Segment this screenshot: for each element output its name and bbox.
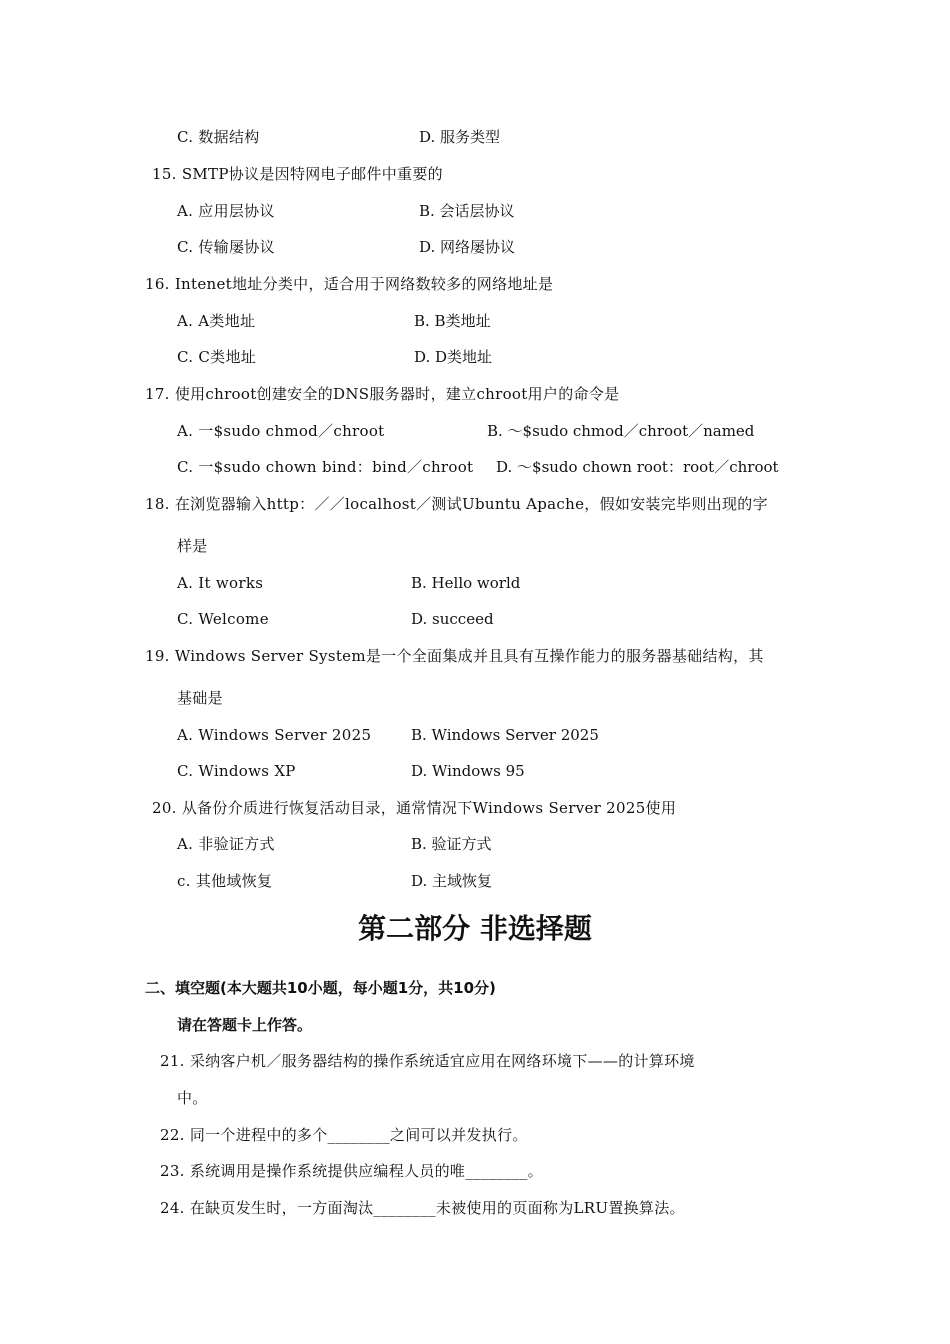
q16-stem: 16. Intenet地址分类中，适合用于网络数较多的网络地址是 [145, 275, 554, 293]
q17-option-a: A. 一$sudo chmod／chroot [177, 422, 385, 440]
q21-stem-continued: 中。 [177, 1089, 208, 1107]
q20-option-b: B. 验证方式 [411, 835, 492, 853]
q16-option-c: C. C类地址 [177, 348, 257, 366]
q15-option-a: A. 应用层协议 [177, 202, 275, 220]
q21-stem: 21. 采纳客户机／服务器结构的操作系统适宜应用在网络环境下——的计算环境 [160, 1052, 695, 1070]
q17-option-c: C. 一$sudo chown bind：bind／chroot [177, 458, 474, 476]
q18-stem: 18. 在浏览器输入http：／／localhost／测试Ubuntu Apache，假如安装完毕则出现的字 [145, 495, 768, 513]
q17-option-d: D. ～$sudo chown root：root／chroot [496, 458, 779, 476]
q19-option-b: B. Windows Server 2025 [411, 726, 599, 744]
q19-stem: 19. Windows Server System是一个全面集成并且具有互操作能力的服务器基础结构，其 [145, 647, 764, 665]
section-two-title: 二、填空题(本大题共10小题，每小题1分，共10分) [145, 979, 496, 997]
q14-option-d: D. 服务类型 [419, 128, 501, 146]
q19-option-a: A. Windows Server 2025 [177, 726, 372, 744]
q20-option-d: D. 主域恢复 [411, 872, 493, 890]
part-two-heading: 第二部分 非选择题 [358, 912, 592, 945]
q15-option-c: C. 传输屡协议 [177, 238, 275, 256]
q17-option-b: B. ～$sudo chmod／chroot／named [487, 422, 755, 440]
q18-option-b: B. Hello world [411, 574, 521, 592]
q19-option-d: D. Windows 95 [411, 762, 525, 780]
q24-stem: 24. 在缺页发生时，一方面淘汰________未被使用的页面称为LRU置换算法。 [160, 1199, 685, 1217]
q19-stem-continued: 基础是 [177, 689, 223, 707]
q18-option-a: A. It works [177, 574, 264, 592]
q17-stem: 17. 使用chroot创建安全的DNS服务器时，建立chroot用户的命令是 [145, 385, 620, 403]
q16-option-d: D. D类地址 [414, 348, 493, 366]
q14-option-c: C. 数据结构 [177, 128, 260, 146]
q18-option-d: D. succeed [411, 610, 494, 628]
q22-stem: 22. 同一个进程中的多个________之间可以并发执行。 [160, 1126, 528, 1144]
q18-option-c: C. Welcome [177, 610, 269, 628]
q15-option-d: D. 网络屡协议 [419, 238, 516, 256]
q15-option-b: B. 会话层协议 [419, 202, 515, 220]
q20-option-c: c. 其他域恢复 [177, 872, 273, 890]
q16-option-b: B. B类地址 [414, 312, 491, 330]
section-two-instruction: 请在答题卡上作答。 [177, 1016, 313, 1034]
q15-stem: 15. SMTP协议是因特网电子邮件中重要的 [152, 165, 443, 183]
q18-stem-continued: 样是 [177, 537, 208, 555]
q23-stem: 23. 系统调用是操作系统提供应编程人员的唯________。 [160, 1162, 543, 1180]
q16-option-a: A. A类地址 [177, 312, 256, 330]
q19-option-c: C. Windows XP [177, 762, 296, 780]
q20-option-a: A. 非验证方式 [177, 835, 275, 853]
q20-stem: 20. 从备份介质进行恢复活动目录，通常情况下Windows Server 2025使用 [152, 799, 677, 817]
